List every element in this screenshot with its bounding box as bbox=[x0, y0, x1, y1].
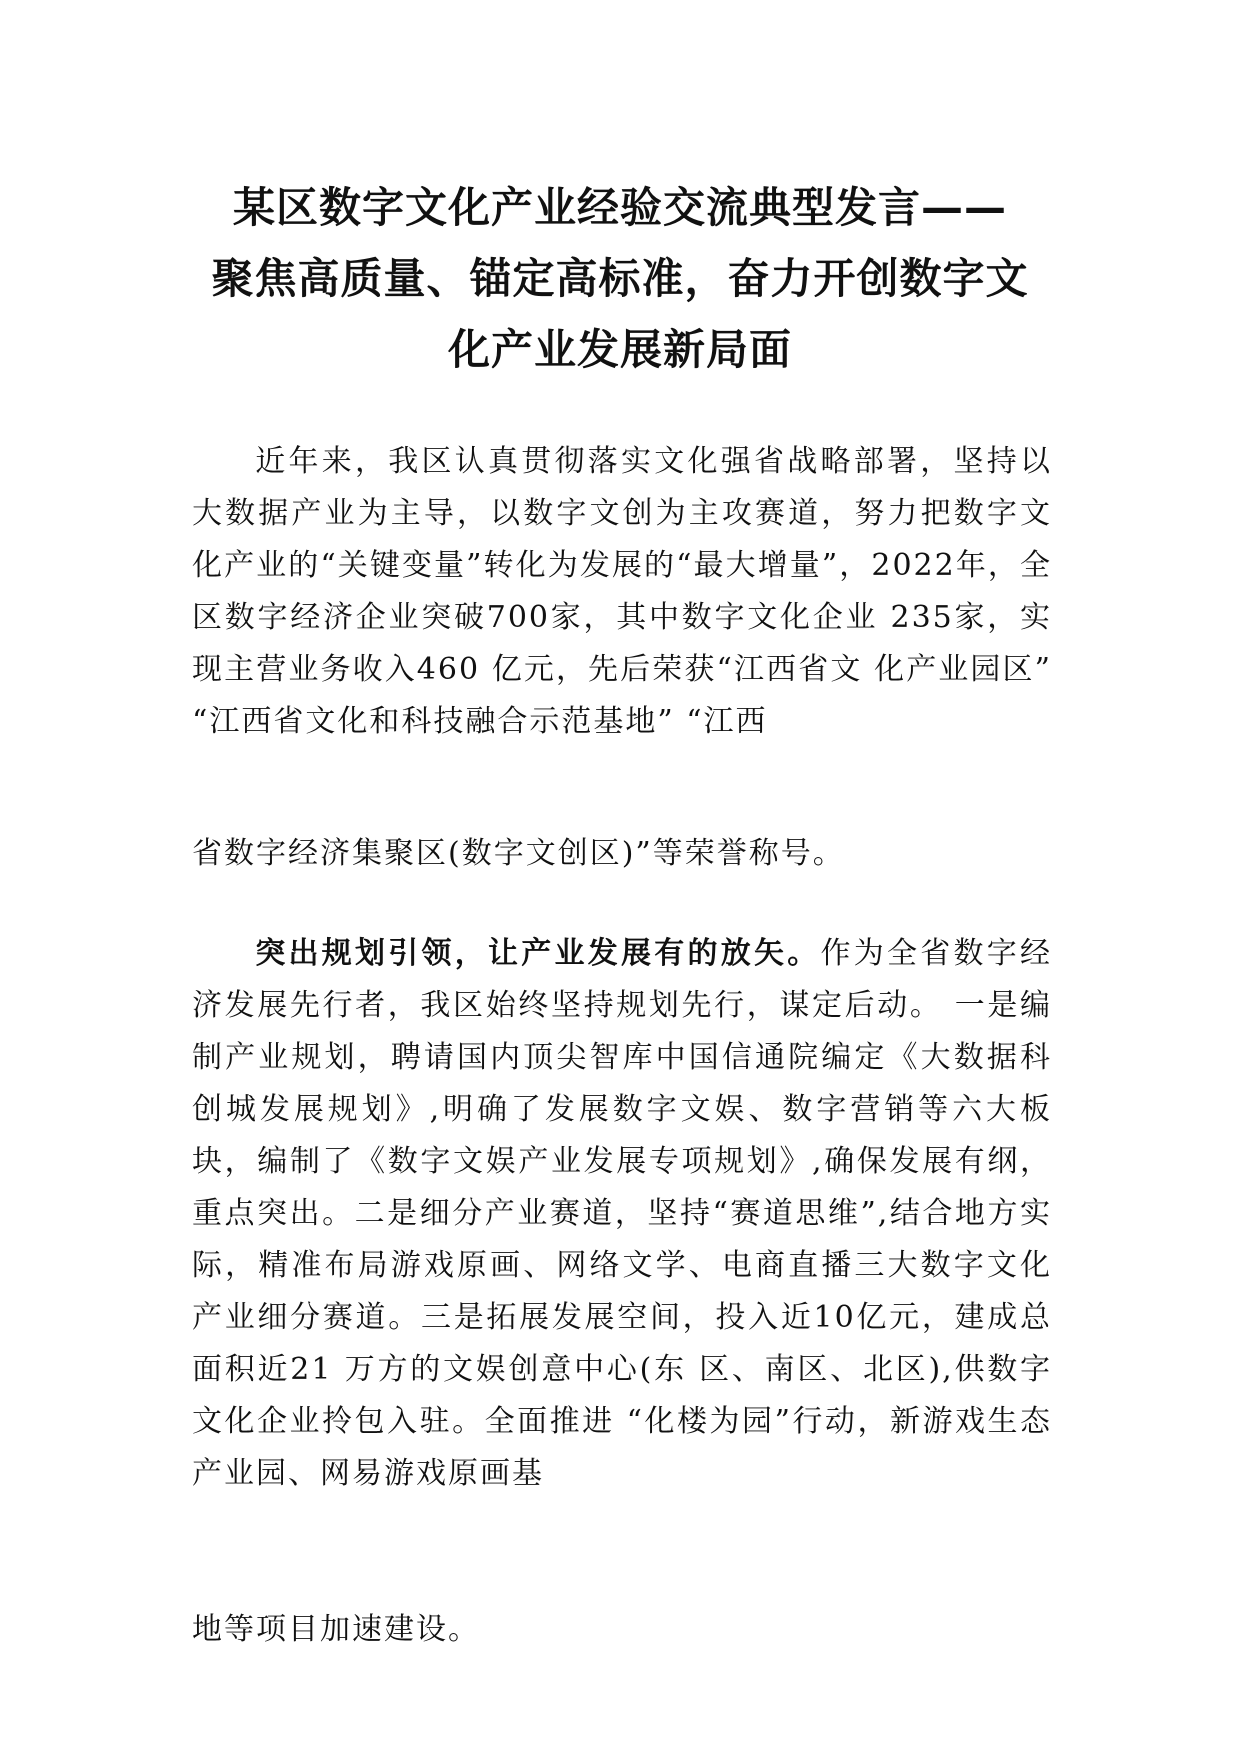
title-line-3: 化产业发展新局面 bbox=[447, 325, 792, 374]
paragraph-planning-lead: 突出规划引领，让产业发展有的放矢。 bbox=[254, 936, 821, 971]
paragraph-intro-text: 近年来，我区认真贯彻落实文化强省战略部署，坚持以大数据产业为主导，以数字文创为主攻赛道，努力把数字文化产业的“关键变量”转化为发展的“最大增量”，2022年，全区数字经济企业突破700家，其中数字文化企业 235家，实现主营业务收入460 亿元，先后荣获“江西省文 化产业园区” “江西省文化和科技融合示范基地” “江西 bbox=[192, 444, 1052, 739]
title-line-2: 聚焦高质量、锚定高标准，奋力开创数字文 bbox=[211, 254, 1029, 303]
document-title bbox=[170, 172, 1070, 385]
title-line-1: 某区数字文化产业经验交流典型发言—— bbox=[232, 183, 1007, 232]
paragraph-intro bbox=[192, 436, 1052, 748]
paragraph-intro-tail: 省数字经济集聚区(数字文创区)”等荣誉称号。 bbox=[192, 836, 845, 871]
paragraph-intro-continued bbox=[192, 828, 1052, 880]
paragraph-planning bbox=[192, 928, 1052, 1500]
paragraph-planning-tail: 地等项目加速建设。 bbox=[192, 1612, 480, 1647]
paragraph-planning-continued bbox=[192, 1604, 1052, 1656]
paragraph-planning-text: 作为全省数字经济发展先行者，我区始终坚持规划先行，谋定后动。 一是编制产业规划，聘请国内顶尖智库中国信通院编定《大数据科创城发展规划》,明确了发展数字文娱、数字营销等六大板块，编制了《数字文娱产业发展专项规划》,确保发展有纲，重点突出。二是细分产业赛道，坚持“赛道思维”,结合地方实际，精准布局游戏原画、网络文学、电商直播三大数字文化产业细分赛道。三是拓展发展空间，投入近10亿元，建成总面积近21 万方的文娱创意中心(东 区、南区、北区),供数字文化企业拎包入驻。全面推进 “化楼为园”行动，新游戏生态产业园、网易游戏原画基 bbox=[192, 936, 1052, 1491]
